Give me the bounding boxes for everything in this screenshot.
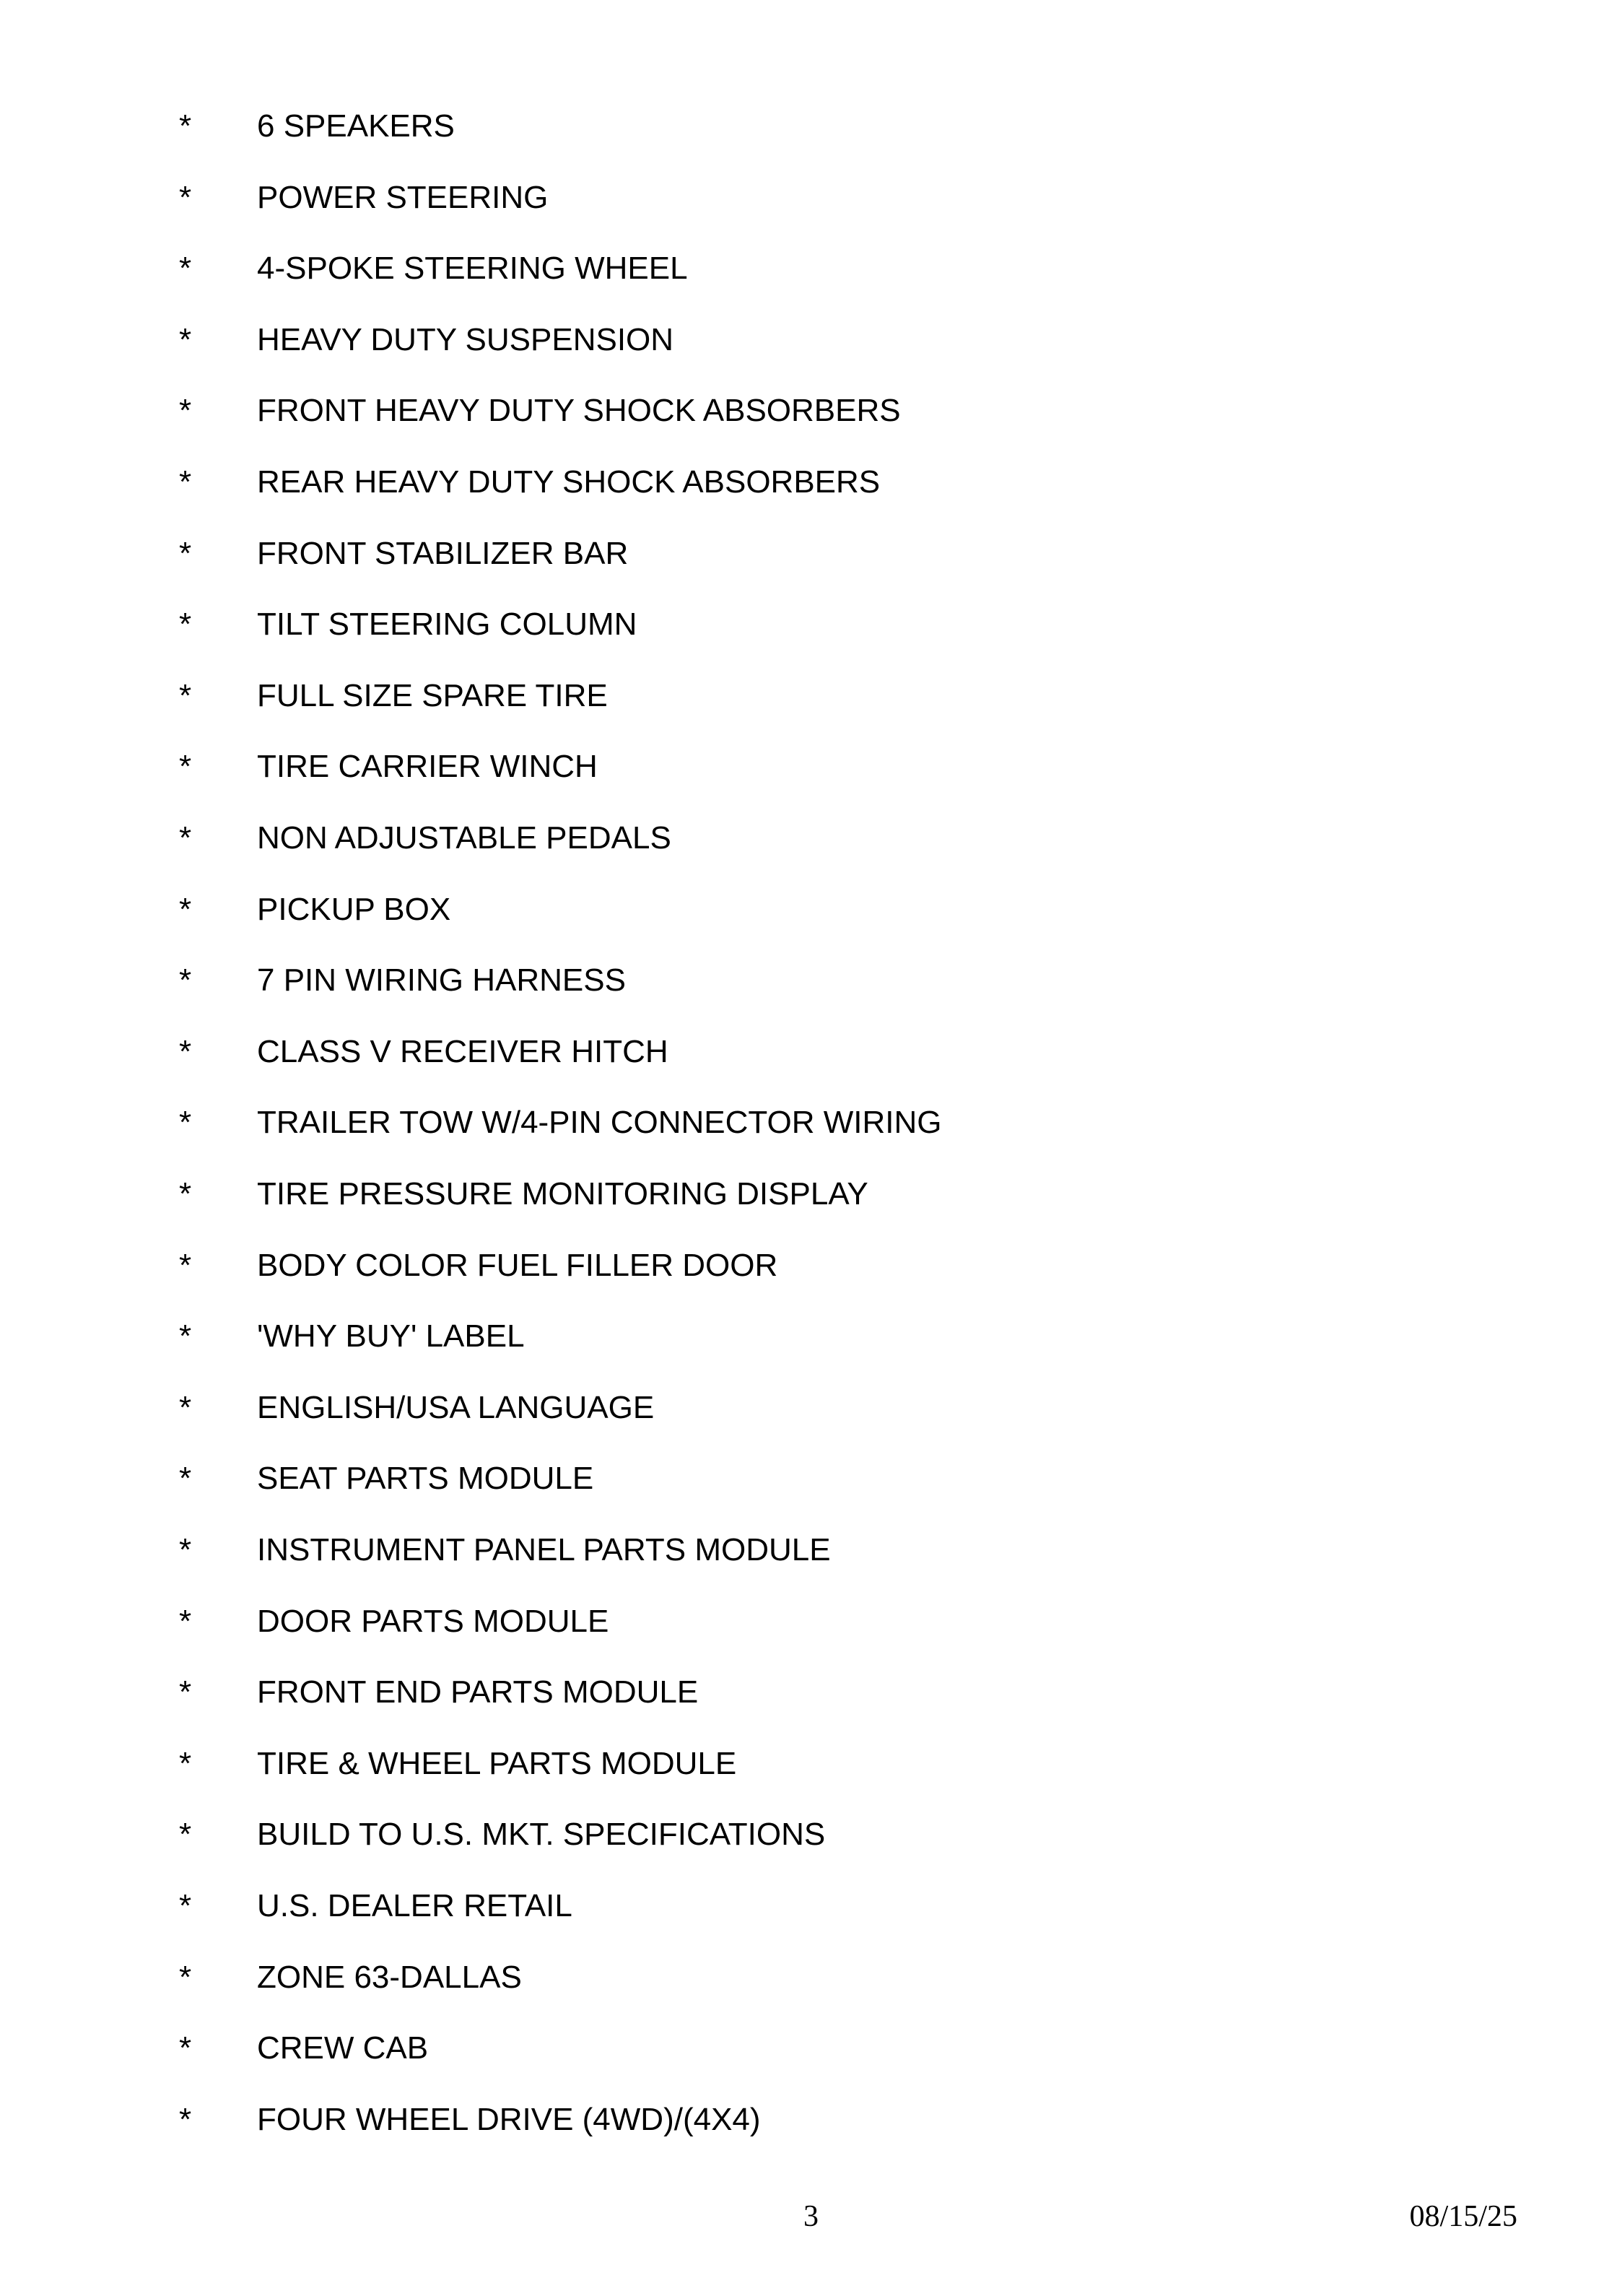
list-item [0,671,1622,721]
feature-label: U.S. DEALER RETAIL [257,1888,572,1923]
list-item [0,529,1622,579]
list-item [0,243,1622,294]
feature-label: REAR HEAVY DUTY SHOCK ABSORBERS [257,464,881,500]
list-item [0,457,1622,508]
feature-label: FRONT HEAVY DUTY SHOCK ABSORBERS [257,393,901,428]
bullet-marker: * [179,1817,192,1852]
list-item [0,101,1622,152]
bullet-marker: * [179,1176,192,1212]
bullet-marker: * [179,892,192,927]
bullet-marker: * [179,2102,192,2137]
bullet-marker: * [179,678,192,713]
feature-label: FRONT STABILIZER BAR [257,536,629,571]
feature-label: HEAVY DUTY SUSPENSION [257,322,674,357]
list-item [0,315,1622,365]
bullet-marker: * [179,1674,192,1710]
list-item [0,1667,1622,1718]
list-item [0,1525,1622,1575]
feature-label: FOUR WHEEL DRIVE (4WD)/(4X4) [257,2102,761,2137]
bullet-marker: * [179,1960,192,1995]
feature-label: TILT STEERING COLUMN [257,606,637,642]
bullet-marker: * [179,749,192,784]
bullet-marker: * [179,820,192,856]
bullet-marker: * [179,962,192,998]
bullet-marker: * [179,180,192,215]
bullet-marker: * [179,393,192,428]
bullet-marker: * [179,1888,192,1923]
bullet-marker: * [179,1746,192,1781]
bullet-marker: * [179,1318,192,1354]
bullet-marker: * [179,2030,192,2066]
page-number: 3 [803,2200,819,2233]
bullet-marker: * [179,1532,192,1567]
list-item [0,1809,1622,1860]
list-item [0,955,1622,1006]
feature-label: PICKUP BOX [257,892,451,927]
feature-label: NON ADJUSTABLE PEDALS [257,820,671,856]
bullet-marker: * [179,536,192,571]
bullet-marker: * [179,1034,192,1069]
feature-label: 6 SPEAKERS [257,108,455,144]
bullet-marker: * [179,1461,192,1496]
feature-label: CREW CAB [257,2030,429,2066]
list-item [0,1311,1622,1362]
bullet-marker: * [179,1604,192,1639]
feature-label: 'WHY BUY' LABEL [257,1318,525,1354]
feature-label: 7 PIN WIRING HARNESS [257,962,626,998]
list-item [0,1097,1622,1148]
feature-label: ENGLISH/USA LANGUAGE [257,1390,655,1425]
feature-label: ZONE 63-DALLAS [257,1960,522,1995]
feature-label: SEAT PARTS MODULE [257,1461,594,1496]
feature-label: DOOR PARTS MODULE [257,1604,609,1639]
footer-date: 08/15/25 [1409,2200,1517,2233]
feature-label: POWER STEERING [257,180,549,215]
feature-label: FULL SIZE SPARE TIRE [257,678,608,713]
bullet-marker: * [179,108,192,144]
list-item [0,2023,1622,2074]
bullet-marker: * [179,1248,192,1283]
list-item [0,1952,1622,2003]
feature-label: TIRE CARRIER WINCH [257,749,598,784]
list-item [0,1596,1622,1647]
bullet-marker: * [179,322,192,357]
feature-label: CLASS V RECEIVER HITCH [257,1034,668,1069]
list-item [0,1240,1622,1291]
list-item [0,813,1622,864]
list-item [0,1739,1622,1789]
list-item [0,1383,1622,1433]
feature-label: BUILD TO U.S. MKT. SPECIFICATIONS [257,1817,826,1852]
list-item [0,2095,1622,2145]
bullet-marker: * [179,251,192,286]
bullet-marker: * [179,464,192,500]
feature-label: INSTRUMENT PANEL PARTS MODULE [257,1532,831,1567]
list-item [0,884,1622,935]
feature-label: TRAILER TOW W/4-PIN CONNECTOR WIRING [257,1105,942,1140]
feature-label: BODY COLOR FUEL FILLER DOOR [257,1248,778,1283]
list-item [0,1169,1622,1219]
feature-label: TIRE & WHEEL PARTS MODULE [257,1746,737,1781]
list-item [0,173,1622,223]
bullet-marker: * [179,1105,192,1140]
list-item [0,1453,1622,1504]
list-item [0,742,1622,792]
list-item [0,1881,1622,1931]
list-item [0,386,1622,436]
list-item [0,599,1622,650]
bullet-marker: * [179,606,192,642]
feature-label: FRONT END PARTS MODULE [257,1674,699,1710]
feature-label: TIRE PRESSURE MONITORING DISPLAY [257,1176,868,1212]
list-item [0,1027,1622,1077]
bullet-marker: * [179,1390,192,1425]
feature-label: 4-SPOKE STEERING WHEEL [257,251,688,286]
